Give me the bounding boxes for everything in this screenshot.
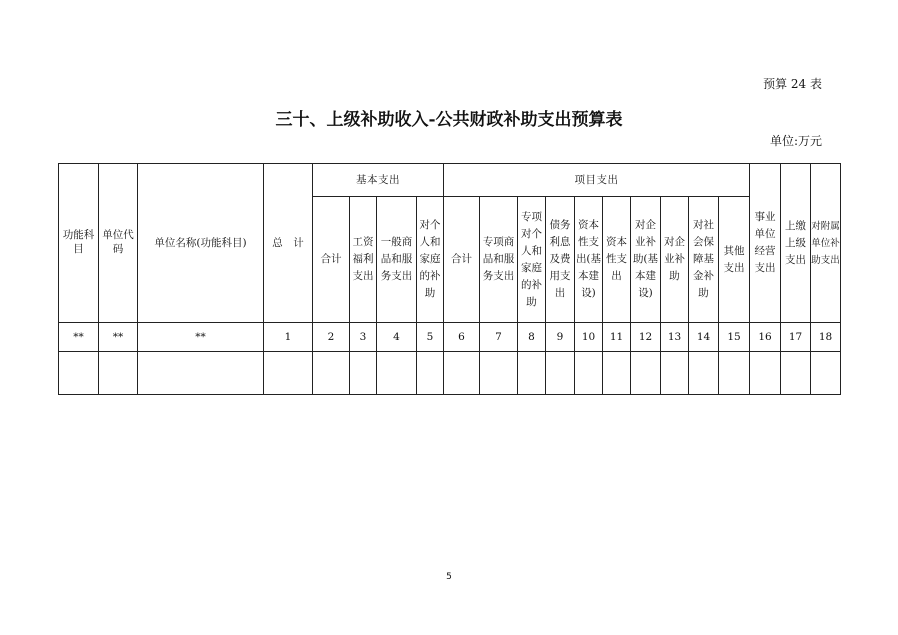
header-debt-interest	[546, 197, 575, 323]
index-cell: 16	[750, 323, 781, 352]
header-label: 对企业补助(基本建设)	[632, 219, 659, 299]
index-cell: 12	[631, 323, 661, 352]
index-cell: 7	[480, 323, 518, 352]
header-label: 资本性支出	[605, 236, 627, 282]
index-cell: 8	[518, 323, 546, 352]
header-label: 工资福利支出	[352, 236, 374, 282]
header-business-operation	[750, 164, 781, 323]
index-cell: 2	[313, 323, 350, 352]
header-functional-subject	[59, 164, 99, 323]
data-cell	[719, 352, 750, 395]
index-cell: **	[138, 323, 264, 352]
data-cell	[313, 352, 350, 395]
page-number: 5	[446, 572, 452, 582]
header-group-project: 项目支出	[444, 164, 750, 197]
header-label: 专项对个人和家庭的补助	[520, 210, 542, 308]
data-cell	[377, 352, 417, 395]
header-subsidiary-subsidy	[811, 164, 841, 323]
header-special-individual-subsidy	[518, 197, 546, 323]
data-cell	[417, 352, 444, 395]
header-enterprise-subsidy-construction	[631, 197, 661, 323]
header-label: 上缴上级支出	[784, 219, 806, 266]
header-goods-services	[377, 197, 417, 323]
data-cell	[264, 352, 313, 395]
header-enterprise-subsidy	[661, 197, 689, 323]
header-label: 对个人和家庭的补助	[419, 219, 441, 299]
data-cell	[575, 352, 603, 395]
data-cell	[444, 352, 480, 395]
header-basic-subtotal	[313, 197, 350, 323]
budget-table	[58, 163, 841, 395]
header-project-subtotal	[444, 197, 480, 323]
header-individual-subsidy	[417, 197, 444, 323]
index-cell: 13	[661, 323, 689, 352]
header-label: 合计	[320, 253, 342, 265]
page-title: 三十、上级补助收入-公共财政补助支出预算表	[275, 110, 623, 130]
index-cell: 18	[811, 323, 841, 352]
header-total	[264, 164, 313, 323]
index-cell: 11	[603, 323, 631, 352]
index-cell: **	[59, 323, 99, 352]
index-cell: 9	[546, 323, 575, 352]
header-label: 功能科目	[62, 229, 95, 255]
data-cell	[350, 352, 377, 395]
data-cell	[480, 352, 518, 395]
header-label: 资本性支出(基本建设)	[575, 219, 602, 299]
header-label: 总 计	[272, 236, 304, 249]
index-cell: 5	[417, 323, 444, 352]
header-remit-superior	[781, 164, 811, 323]
data-cell	[631, 352, 661, 395]
header-label: 单位名称(功能科目)	[154, 236, 247, 249]
index-cell: 15	[719, 323, 750, 352]
header-capital-expenditure	[603, 197, 631, 323]
header-label: 一般商品和服务支出	[380, 236, 413, 282]
header-label: 单位代码	[102, 229, 134, 255]
header-label: 对企业补助	[663, 236, 685, 282]
data-cell	[781, 352, 811, 395]
index-cell: 1	[264, 323, 313, 352]
header-social-security-subsidy	[689, 197, 719, 323]
header-unit-name	[138, 164, 264, 323]
header-label: 对社会保障基金补助	[692, 219, 714, 299]
header-label: 事业单位经营支出	[754, 211, 776, 274]
data-row	[59, 352, 841, 395]
form-number: 预算 24 表	[763, 77, 822, 91]
data-cell	[811, 352, 841, 395]
header-label: 其他支出	[723, 244, 745, 274]
index-cell: 17	[781, 323, 811, 352]
header-special-goods-services	[480, 197, 518, 323]
header-label: 合计	[451, 253, 472, 265]
index-cell: 4	[377, 323, 417, 352]
data-cell	[689, 352, 719, 395]
data-cell	[59, 352, 99, 395]
header-label: 债务利息及费用支出	[549, 219, 571, 299]
header-other-expenditure	[719, 197, 750, 323]
data-cell	[661, 352, 689, 395]
header-capital-construction	[575, 197, 603, 323]
data-cell	[99, 352, 138, 395]
header-unit-code	[99, 164, 138, 323]
data-cell	[750, 352, 781, 395]
header-label: 专项商品和服务支出	[482, 236, 515, 282]
header-label: 对附属单位补助支出	[811, 220, 840, 266]
index-cell: 10	[575, 323, 603, 352]
unit-label: 单位:万元	[769, 134, 822, 148]
data-cell	[518, 352, 546, 395]
header-wages-welfare	[350, 197, 377, 323]
data-cell	[138, 352, 264, 395]
data-cell	[546, 352, 575, 395]
index-cell: **	[99, 323, 138, 352]
header-group-basic: 基本支出	[313, 164, 444, 197]
index-cell: 6	[444, 323, 480, 352]
index-cell: 14	[689, 323, 719, 352]
column-index-row	[59, 323, 841, 352]
data-cell	[603, 352, 631, 395]
index-cell: 3	[350, 323, 377, 352]
header-row-groups	[59, 164, 841, 197]
